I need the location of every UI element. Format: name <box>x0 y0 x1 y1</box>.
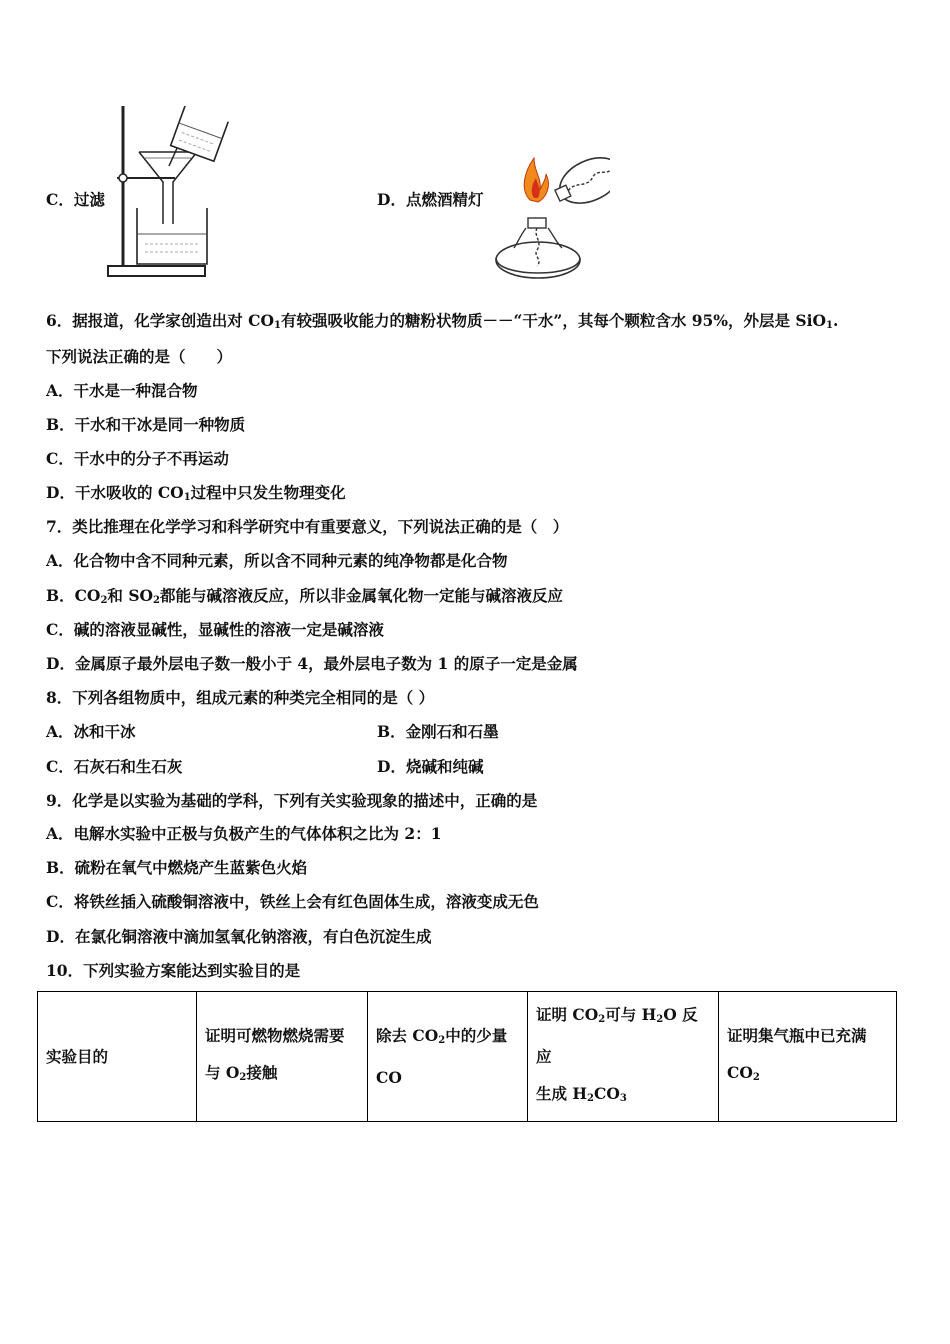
q6-option-c: C．干水中的分子不再运动 <box>46 449 229 468</box>
table-row <box>38 992 897 1122</box>
q7-option-a: A．化合物中含不同种元素，所以含不同种元素的纯净物都是化合物 <box>46 551 508 570</box>
q10-cell-4: 证明集气瓶中已充满 $CO_2$ <box>719 992 897 1122</box>
q9-option-c: C．将铁丝插入硫酸铜溶液中，铁丝上会有红色固体生成，溶液变成无色 <box>46 892 539 911</box>
q6-option-a: A．干水是一种混合物 <box>46 381 198 400</box>
q9-stem: 9．化学是以实验为基础的学科，下列有关实验现象的描述中，正确的是 <box>46 791 538 810</box>
q7-option-c: C．碱的溶液显碱性，显碱性的溶液一定是碱溶液 <box>46 620 384 639</box>
q10-table <box>37 991 897 1122</box>
q8-stem: 8．下列各组物质中，组成元素的种类完全相同的是（ ） <box>46 688 435 707</box>
q10-cell-1: 证明可燃物燃烧需要 与 $O_2$接触 <box>197 992 368 1122</box>
q9-option-d: D．在氯化铜溶液中滴加氢氧化钠溶液，有白色沉淀生成 <box>46 927 432 946</box>
q6-option-b: B．干水和干冰是同一种物质 <box>46 415 246 434</box>
q6-stem: 6．据报道，化学家创造出对 $CO_1$有较强吸收能力的糖粉状物质－－“干水”，其每个颗粒含水 95%，外层是 SiO$_1$. <box>46 311 839 331</box>
option-c-filter: C．过滤 <box>46 190 105 209</box>
q7-stem: 7．类比推理在化学学习和科学研究中有重要意义，下列说法正确的是（ ） <box>46 517 569 536</box>
q7-option-b: B．$CO_2$和 $SO_2$都能与碱溶液反应，所以非金属氧化物一定能与碱溶液反应 <box>46 586 563 606</box>
q6-stem-line2: 下列说法正确的是（ ） <box>46 347 233 366</box>
q8-option-d: D．烧碱和纯碱 <box>377 757 484 776</box>
q10-cell-3: 证明 $CO_2$可与 $H_2O$ 反应 生成 $H_2CO_3$ <box>528 992 719 1122</box>
alcohol-lamp-lighting-icon <box>490 150 610 282</box>
q8-option-a: A．冰和干冰 <box>46 722 136 741</box>
q6-option-d: D．干水吸收的 $CO_1$过程中只发生物理变化 <box>46 483 346 503</box>
q9-option-b: B．硫粉在氧气中燃烧产生蓝紫色火焰 <box>46 858 308 877</box>
filtration-apparatus-icon <box>105 96 240 282</box>
q10-stem: 10．下列实验方案能达到实验目的是 <box>46 961 301 980</box>
q7-option-d: D．金属原子最外层电子数一般小于 4，最外层电子数为 1 的原子一定是金属 <box>46 654 578 673</box>
option-d-lamp: D．点燃酒精灯 <box>377 190 484 209</box>
q9-option-a: A．电解水实验中正极与负极产生的气体体积之比为 2：1 <box>46 824 442 843</box>
q8-option-b: B．金刚石和石墨 <box>377 722 499 741</box>
q8-option-c: C．石灰石和生石灰 <box>46 757 183 776</box>
q10-cell-2: 除去 $CO_2$中的少量 CO <box>368 992 528 1122</box>
q10-head-cell: 实验目的 <box>38 992 197 1122</box>
